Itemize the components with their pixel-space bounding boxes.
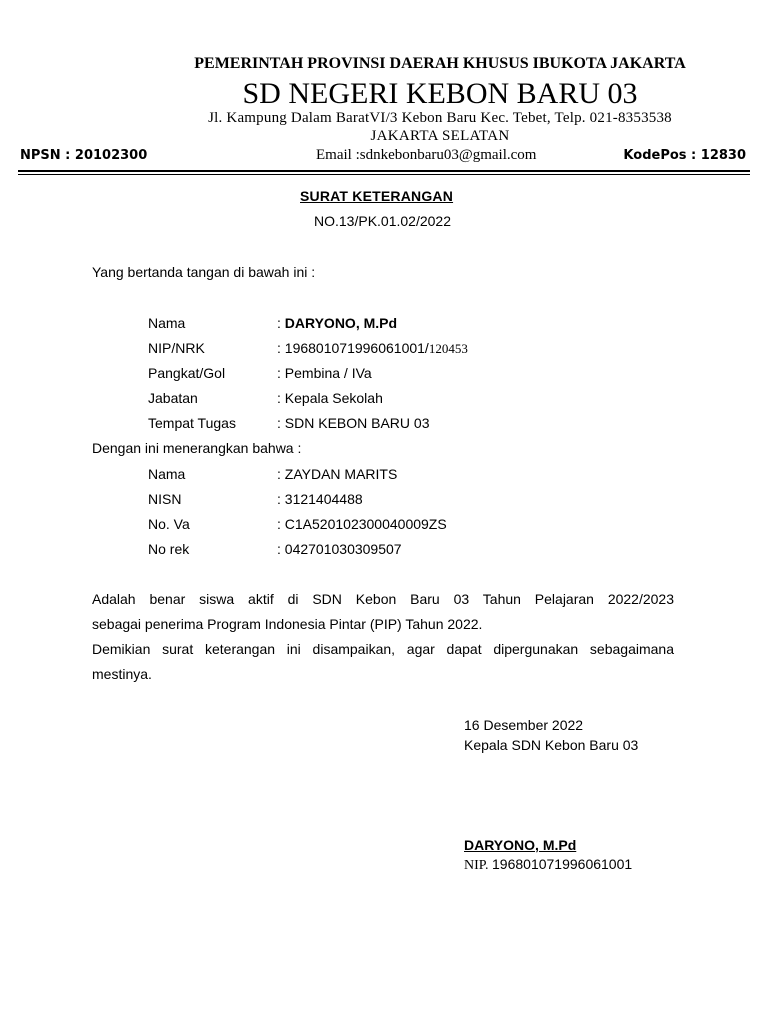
student-account-value: : 042701030309507 — [277, 541, 402, 557]
signer-position-value: : Kepala Sekolah — [277, 390, 383, 406]
signer-signature-nip — [464, 856, 632, 874]
student-va-value: : C1A520102300040009ZS — [277, 516, 447, 532]
signer-position-label: Jabatan — [148, 390, 198, 406]
signer-nip-value — [277, 340, 468, 357]
signer-name-value — [277, 315, 397, 331]
letter-title: SURAT KETERANGAN — [300, 188, 454, 204]
student-name-label: Nama — [148, 466, 186, 482]
header-divider-thin — [18, 174, 750, 175]
student-nisn-value: : 3121404488 — [277, 491, 363, 507]
nip-prefix: NIP. — [464, 858, 493, 873]
npsn: NPSN : 20102300 — [20, 148, 148, 163]
signer-name-bold: DARYONO, M.Pd — [284, 315, 398, 331]
signer-name-label: Nama — [148, 315, 186, 331]
colon: : — [277, 315, 285, 331]
school-name: SD NEGERI KEBON BARU 03 — [242, 77, 638, 110]
signer-title: Kepala SDN Kebon Baru 03 — [464, 737, 639, 753]
student-account-label: No rek — [148, 541, 190, 557]
student-va-label: No. Va — [148, 516, 190, 532]
closing-line-1: Demikian surat keterangan ini disampaikan, agar dapat dipergunakan sebagaimana — [92, 641, 674, 657]
student-name-value: : ZAYDAN MARITS — [277, 466, 398, 482]
body-paragraph — [92, 587, 674, 687]
signer-nip-label: NIP/NRK — [148, 340, 205, 356]
school-address: Jl. Kampung Dalam BaratVI/3 Kebon Baru Kec. Tebet, Telp. 021-8353538 — [208, 110, 672, 126]
government-header: PEMERINTAH PROVINSI DAERAH KHUSUS IBUKOTA JAKARTA — [194, 55, 686, 72]
header-divider-thick — [18, 170, 750, 172]
nip-main: : 196801071996061001/ — [277, 340, 429, 356]
student-nisn-label: NISN — [148, 491, 182, 507]
letter-date: 16 Desember 2022 — [464, 717, 584, 733]
postal-code: KodePos : 12830 — [623, 148, 746, 163]
intro-text: Yang bertanda tangan di bawah ini : — [92, 264, 316, 280]
signer-rank-label: Pangkat/Gol — [148, 365, 226, 381]
body-line-1: Adalah benar siswa aktif di SDN Kebon Baru 03 Tahun Pelajaran 2022/2023 — [92, 591, 674, 607]
signer-signature-name: DARYONO, M.Pd — [464, 837, 577, 853]
nip-number: 196801071996061001 — [492, 856, 633, 872]
school-city: JAKARTA SELATAN — [370, 128, 510, 144]
signer-workplace-label: Tempat Tugas — [148, 415, 236, 431]
school-email: Email :sdnkebonbaru03@gmail.com — [316, 147, 537, 163]
signer-rank-value: : Pembina / IVa — [277, 365, 372, 381]
nip-suffix: 120453 — [428, 341, 468, 356]
closing-line-2: mestinya. — [92, 666, 152, 682]
body-line-2: sebagai penerima Program Indonesia Pintar (PIP) Tahun 2022. — [92, 616, 483, 632]
declares-text: Dengan ini menerangkan bahwa : — [92, 440, 302, 456]
signer-workplace-value: : SDN KEBON BARU 03 — [277, 415, 430, 431]
letter-number: NO.13/PK.01.02/2022 — [314, 213, 451, 229]
